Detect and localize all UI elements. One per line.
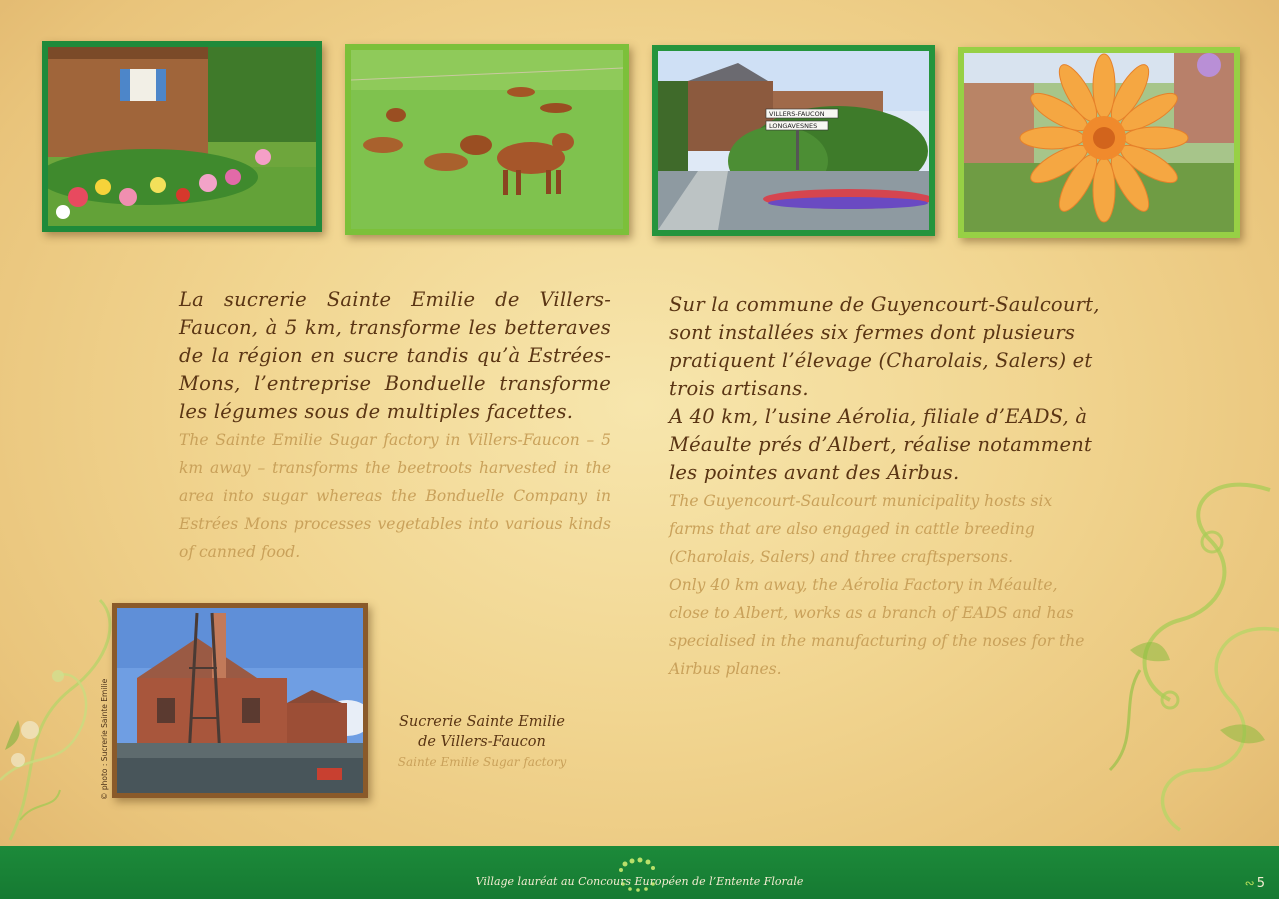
- floral-swirl-right-ornament: [1100, 470, 1279, 855]
- cows-pasture-photo: [345, 44, 629, 235]
- factory-caption: [392, 712, 572, 772]
- sugar-factory-photo: [112, 603, 368, 798]
- swirl-icon: ∾: [1244, 876, 1255, 890]
- caption-english: Sainte Emilie Sugar factory: [397, 755, 567, 769]
- left-french-paragraph: La sucrerie Sainte Emilie de Villers-Faucon, à 5 km, transforme les betteraves de la région en sucre tandis qu’à Estrées-Mons, l’entreprise Bonduelle transforme les légumes sous de multiples facettes.: [179, 288, 611, 423]
- right-english-paragraph-1: The Guyencourt-Saulcourt municipality hosts six farms that are also engaged in cattle breeding (Charolais, Salers) and three craftspersons.: [669, 492, 1053, 566]
- page-number: [1245, 876, 1265, 891]
- right-text-column: [669, 291, 1101, 683]
- right-french-paragraph-1: Sur la commune de Guyencourt-Saulcourt, sont installées six fermes dont plusieurs pratiquent l’élevage (Charolais, Salers) et trois artisans.: [669, 293, 1100, 400]
- garden-cottage-photo: [42, 41, 322, 232]
- footer-bar: [0, 846, 1279, 899]
- road-sign-line1: VILLERS-FAUCON: [769, 110, 825, 118]
- road-sign-line2: LONGAVESNES: [769, 122, 818, 130]
- caption-french-line1: Sucrerie Sainte Emilie: [398, 714, 566, 730]
- left-text-column: [179, 286, 611, 566]
- caption-french-line2: de Villers-Faucon: [418, 734, 546, 750]
- left-english-paragraph: The Sainte Emilie Sugar factory in Villers-Faucon – 5 km away – transforms the beetroots harvested in the area into sugar whereas the Bonduelle Company in Estrées Mons processes vegetables into various kinds of canned food.: [179, 431, 611, 561]
- right-french-paragraph-2: A 40 km, l’usine Aérolia, filiale d’EADS, à Méaulte prés d’Albert, réalise notamment les pointes avant des Airbus.: [669, 405, 1093, 484]
- village-road-sign-photo: [652, 45, 935, 236]
- right-english-paragraph-2: Only 40 km away, the Aérolia Factory in Méaulte, close to Albert, works as a branch of EADS and has specialised in the manufacturing of the noses for the Airbus planes.: [669, 576, 1085, 678]
- orange-dahlia-photo: [958, 47, 1240, 238]
- page-number-value: 5: [1256, 876, 1265, 891]
- footer-text: Village lauréat au Concours Européen de l’Entente Florale: [475, 875, 804, 888]
- photo-credit: © photo : Sucrerie Sainte Emilie: [100, 678, 109, 800]
